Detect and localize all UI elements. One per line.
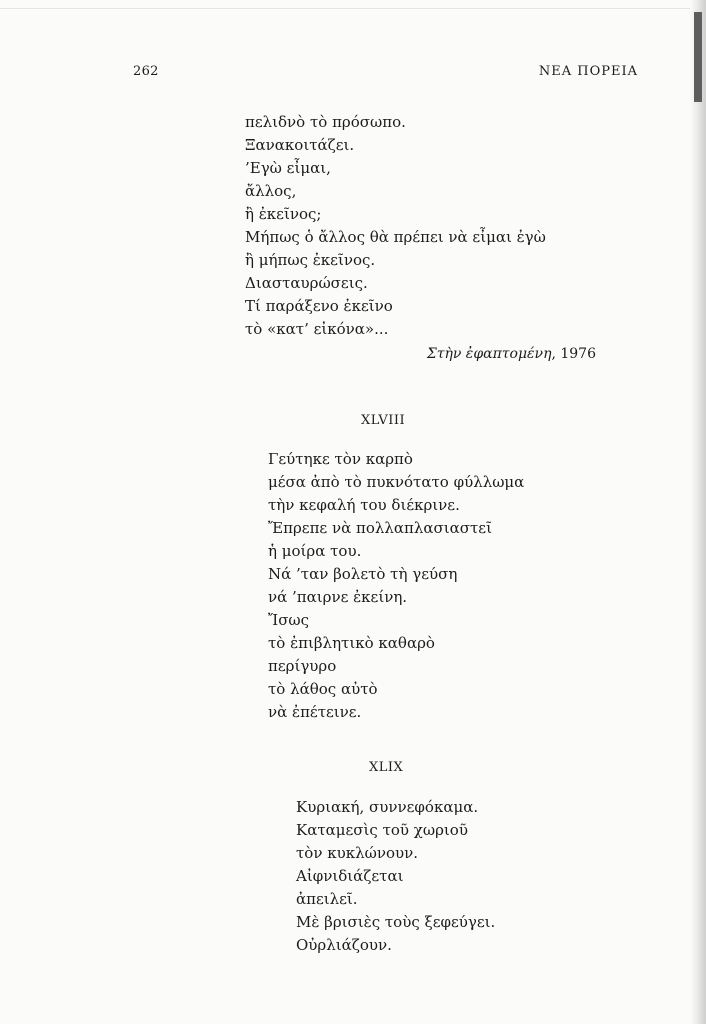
page-number: 262: [133, 64, 159, 79]
poem-line: Μὲ βρισιὲς τοὺς ξεφεύγει.: [296, 913, 496, 931]
poem-continuation: [245, 111, 546, 341]
page-edge-shadow: [690, 0, 706, 1024]
poem-line: πελιδνὸ τὸ πρόσωπο.: [245, 113, 406, 131]
poem-line: ἄλλος,: [245, 182, 297, 200]
poem-heading-xlviii: XLVIII: [361, 413, 406, 428]
source-year: , 1976: [551, 346, 596, 362]
poem-heading-xlix: XLIX: [369, 760, 404, 775]
poem-line: Ἴσως: [268, 611, 310, 629]
poem-line: μέσα ἀπὸ τὸ πυκνότατο φύλλωμα: [268, 473, 525, 491]
poem-line: Ξανακοιτάζει.: [245, 136, 355, 154]
poem-line: Καταμεσὶς τοῦ χωριοῦ: [296, 821, 468, 839]
poem-line: τὸν κυκλώνουν.: [296, 844, 418, 862]
poem-line: Νά ’ταν βολετὸ τὴ γεύση: [268, 565, 458, 583]
poem-line: ἢ ἐκεῖνος;: [245, 205, 322, 223]
source-title: Στὴν ἐφαπτομένη: [426, 346, 552, 362]
poem-line: Διασταυρώσεις.: [245, 274, 368, 292]
poem-xlviii: [268, 448, 524, 724]
poem-line: τὸ λάθος αὐτὸ: [268, 680, 378, 698]
poem-line: ’Εγὼ εἶμαι,: [245, 159, 331, 177]
poem-line: ἢ μήπως ἐκεῖνος.: [245, 251, 376, 269]
poem-line: ἡ μοίρα του.: [268, 542, 362, 560]
poem-line: νά ’παιρνε ἐκείνη.: [268, 588, 408, 606]
poem-line: Ἔπρεπε νὰ πολλαπλασιαστεῖ: [268, 519, 492, 537]
source-attribution: [427, 346, 596, 362]
poem-xlix: [296, 796, 495, 957]
scan-top-edge: [0, 8, 690, 9]
poem-line: Οὐρλιάζουν.: [296, 936, 392, 954]
poem-line: Μήπως ὁ ἄλλος θὰ πρέπει νὰ εἶμαι ἐγὼ: [245, 228, 546, 246]
poem-line: νὰ ἐπέτεινε.: [268, 703, 362, 721]
poem-line: Τί παράξενο ἐκεῖνο: [245, 297, 393, 315]
poem-line: τὸ ἐπιβλητικὸ καθαρὸ: [268, 634, 435, 652]
poem-line: Γεύτηκε τὸν καρπὸ: [268, 450, 413, 468]
poem-line: περίγυρο: [268, 657, 337, 675]
running-title: ΝΕΑ ΠΟΡΕΙΑ: [538, 64, 638, 79]
poem-line: Αἰφνιδιάζεται: [296, 867, 404, 885]
poem-line: ἀπειλεῖ.: [296, 890, 358, 908]
poem-line: Κυριακή, συννεφόκαμα.: [296, 798, 479, 816]
poem-line: τὴν κεφαλή του διέκρινε.: [268, 496, 460, 514]
scan-edge-mark: [694, 12, 702, 102]
poem-line: τὸ «κατ’ εἰκόνα»...: [245, 320, 389, 338]
